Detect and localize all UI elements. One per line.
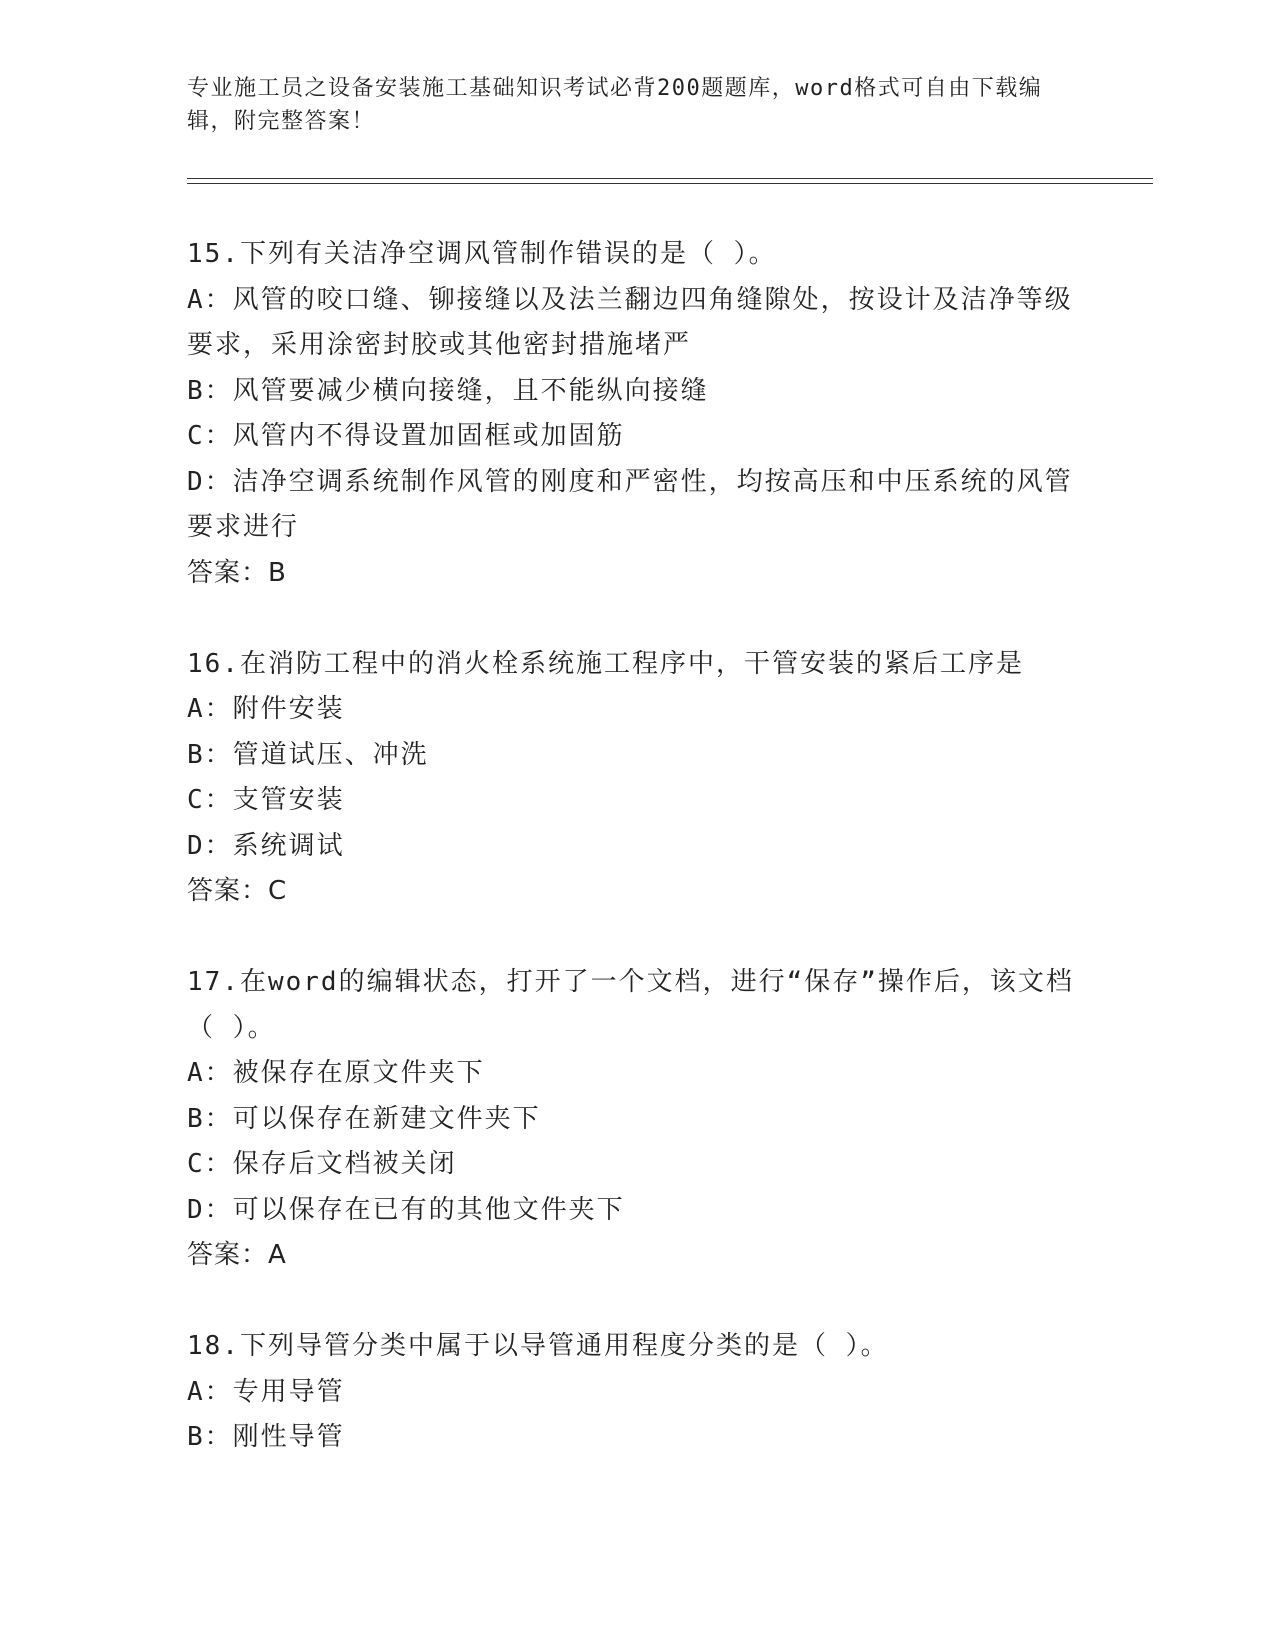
option-c: C：风管内不得设置加固框或加固筋	[187, 421, 625, 451]
option-c: C：保存后文档被关闭	[187, 1149, 457, 1179]
question-stem: 17.在word的编辑状态，打开了一个文档，进行“保存”操作后，该文档（ ）。	[187, 967, 1074, 1043]
document-header: 专业施工员之设备安装施工基础知识考试必背200题题库，word格式可自由下载编辑，附完整答案！	[187, 76, 1043, 134]
question-18	[187, 1324, 1087, 1461]
answer-line: 答案：A	[187, 1240, 287, 1270]
option-d: D：可以保存在已有的其他文件夹下	[187, 1194, 625, 1225]
option-a: A：被保存在原文件夹下	[187, 1058, 485, 1088]
question-stem: 15.下列有关洁净空调风管制作错误的是（ ）。	[187, 239, 777, 269]
question-stem: 18.下列导管分类中属于以导管通用程度分类的是（ ）。	[187, 1331, 889, 1361]
answer-line: 答案：B	[187, 557, 287, 588]
option-b: B：可以保存在新建文件夹下	[187, 1103, 541, 1134]
question-stem: 16.在消防工程中的消火栓系统施工程序中，干管安装的紧后工序是	[187, 648, 1024, 679]
option-a: A：风管的咬口缝、铆接缝以及法兰翻边四角缝隙处，按设计及洁净等级要求，采用涂密封胶或其他密封措施堵严	[187, 284, 1073, 360]
option-c: C：支管安装	[187, 785, 345, 815]
question-16	[187, 642, 1087, 915]
option-b: B：刚性导管	[187, 1422, 345, 1452]
answer-line: 答案：C	[187, 876, 288, 906]
header-divider	[187, 178, 1153, 184]
option-a: A：专用导管	[187, 1376, 345, 1407]
question-list	[187, 232, 1087, 1506]
option-b: B：风管要减少横向接缝，且不能纵向接缝	[187, 375, 709, 406]
option-d: D：系统调试	[187, 830, 345, 861]
question-15	[187, 232, 1087, 596]
question-17	[187, 960, 1087, 1279]
option-a: A：附件安装	[187, 694, 345, 724]
option-b: B：管道试压、冲洗	[187, 739, 429, 770]
option-d: D：洁净空调系统制作风管的刚度和严密性，均按高压和中压系统的风管要求进行	[187, 466, 1073, 542]
